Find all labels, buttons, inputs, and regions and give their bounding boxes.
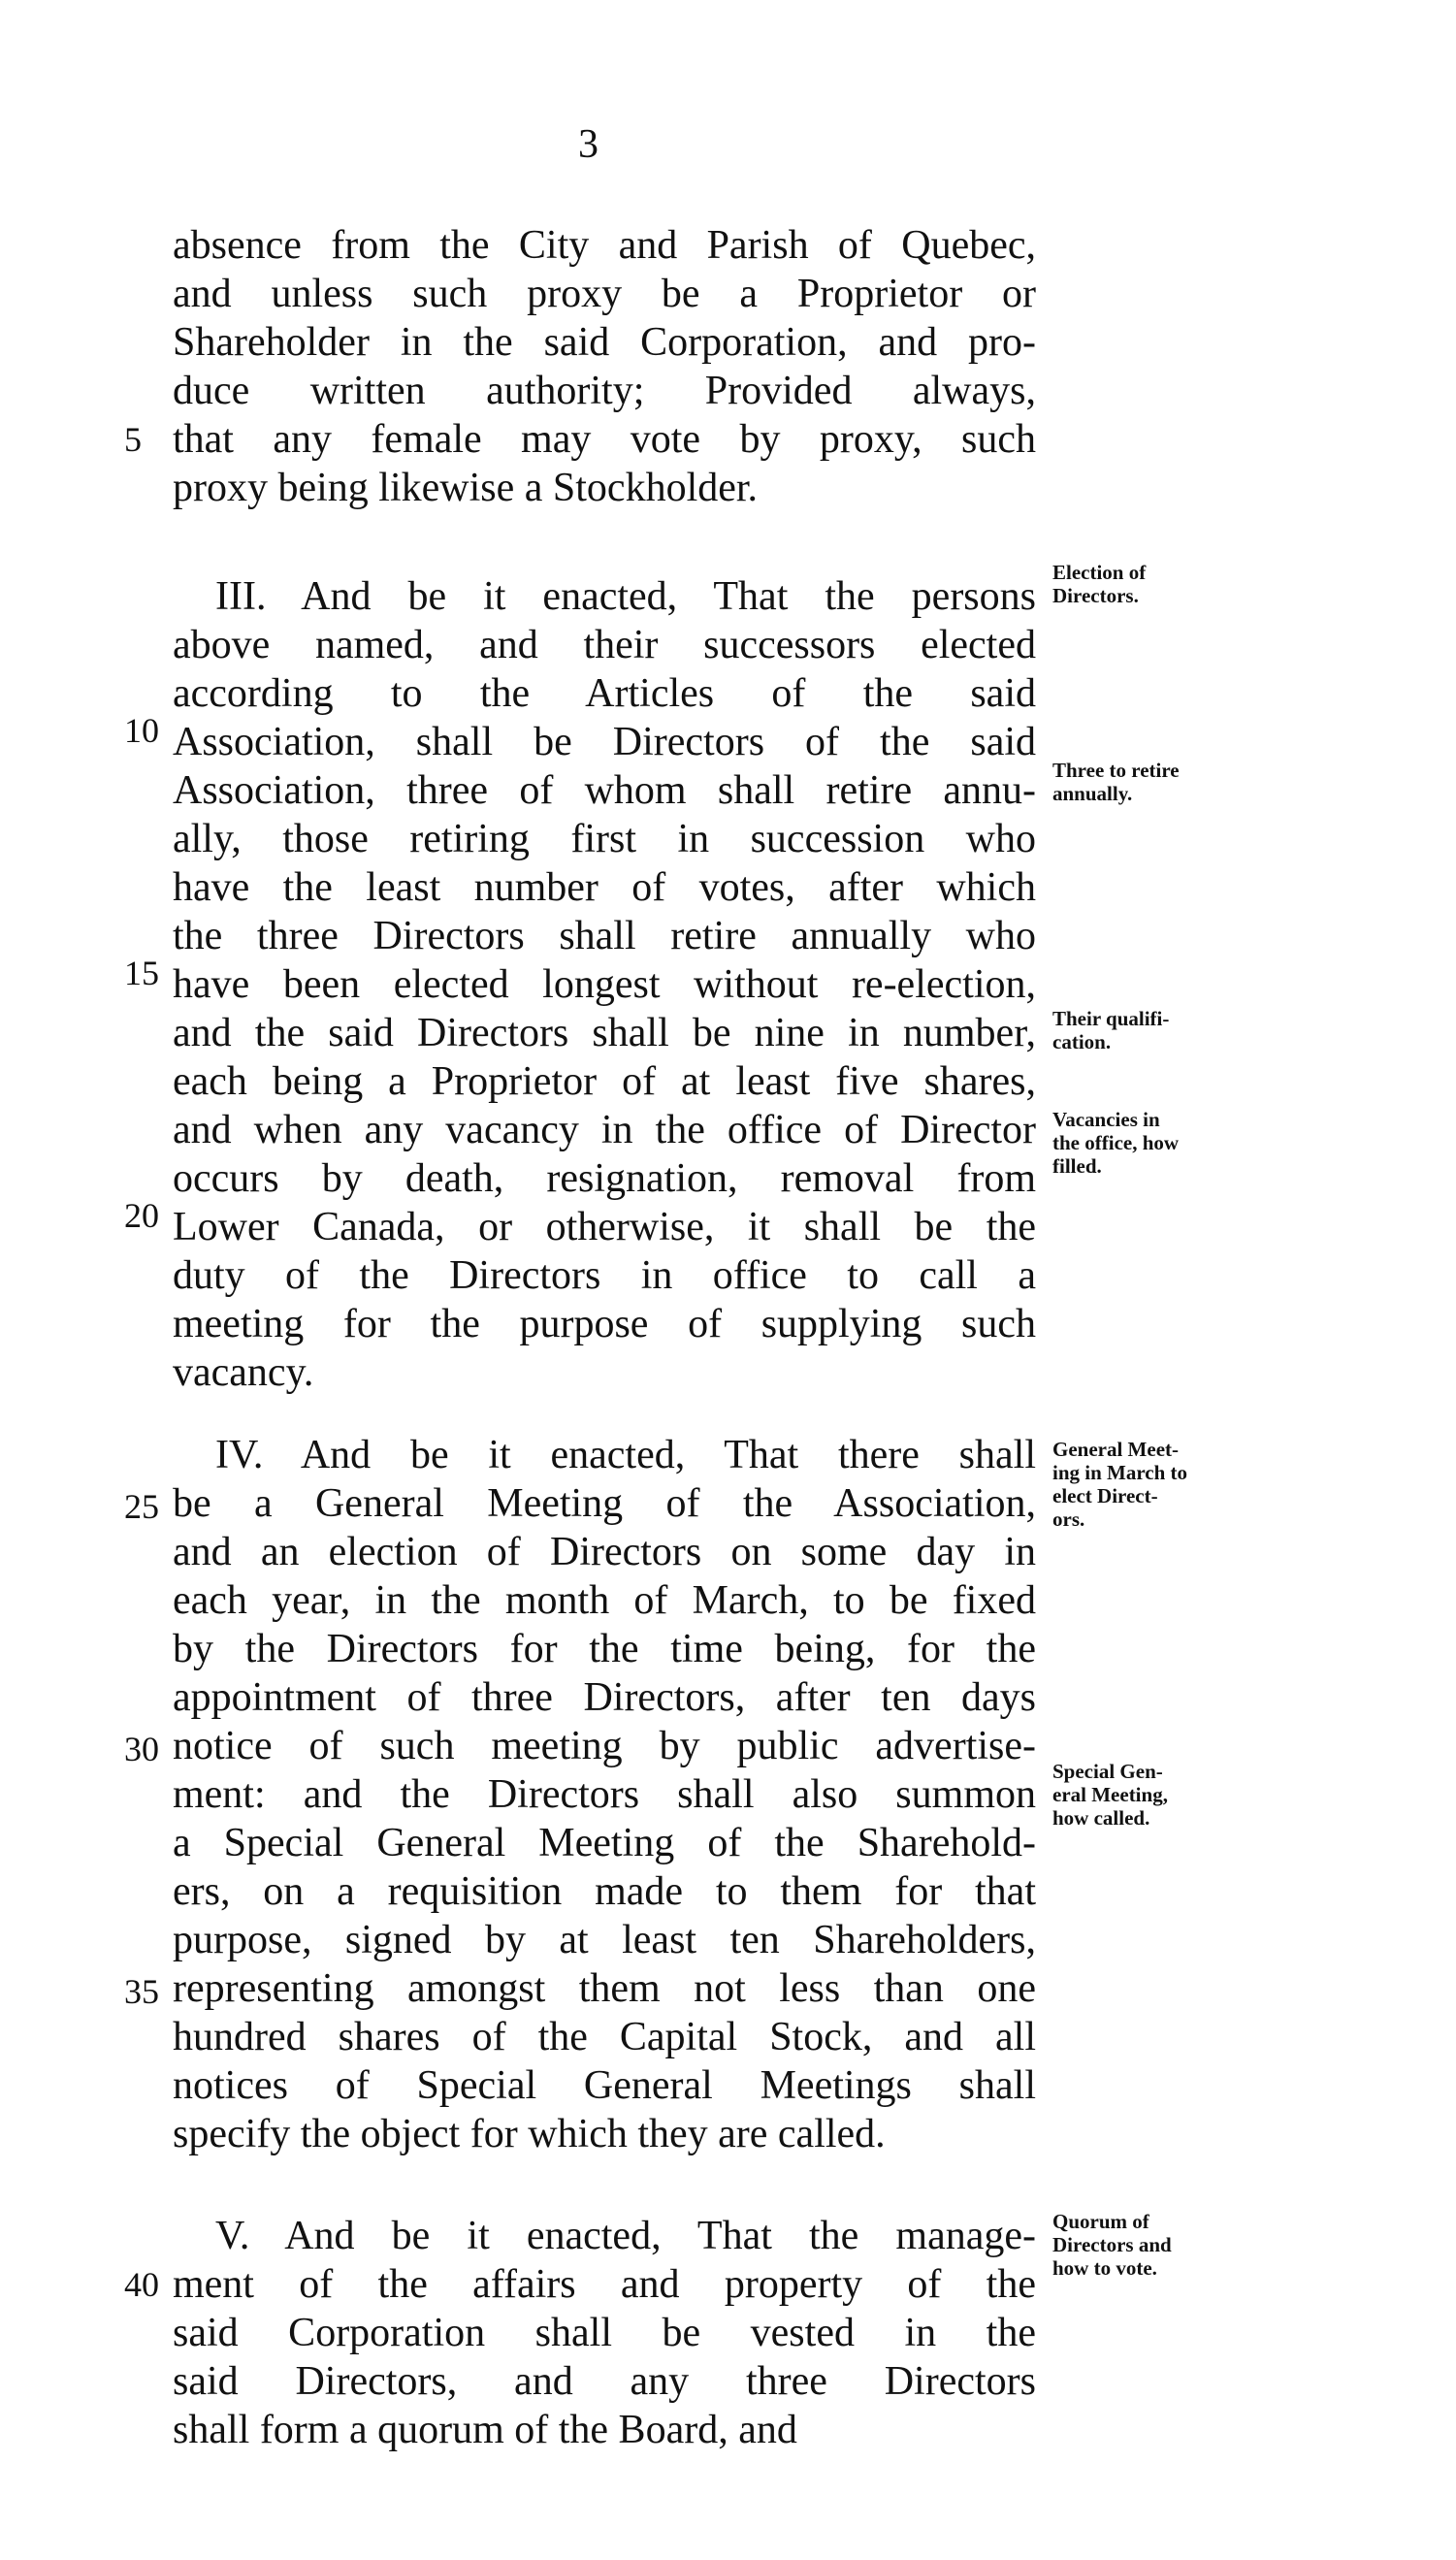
text-line: notices of Special General Meetings shall xyxy=(173,2063,1036,2108)
line-number: 20 xyxy=(124,1196,159,1235)
margin-note: General Meet- ing in March to elect Direct- ors. xyxy=(1052,1438,1188,1531)
text-line: and when any vacancy in the office of Director xyxy=(173,1108,1036,1152)
margin-note: Three to retire annually. xyxy=(1052,759,1180,805)
text-line: the three Directors shall retire annually who xyxy=(173,914,1036,958)
margin-note: Vacancies in the office, how filled. xyxy=(1052,1108,1180,1178)
margin-note: Their qualifi- cation. xyxy=(1052,1007,1170,1053)
text-line: ers, on a requisition made to them for that xyxy=(173,1869,1036,1914)
text-line: and unless such proxy be a Proprietor or xyxy=(173,272,1036,316)
line-number: 10 xyxy=(124,711,159,750)
text-line: above named, and their successors elected xyxy=(173,623,1036,667)
text-line: ally, those retiring first in succession who xyxy=(173,817,1036,861)
line-number: 25 xyxy=(124,1487,159,1526)
text-line: be a General Meeting of the Association, xyxy=(173,1481,1036,1526)
text-line: ment: and the Directors shall also summon xyxy=(173,1772,1036,1817)
text-line: have the least number of votes, after which xyxy=(173,865,1036,910)
text-line: Association, shall be Directors of the said xyxy=(173,720,1036,764)
line-number: 30 xyxy=(124,1730,159,1768)
text-line: IV. And be it enacted, That there shall xyxy=(215,1433,1036,1477)
page-number: 3 xyxy=(578,122,599,167)
line-number: 15 xyxy=(124,954,159,992)
text-line: that any female may vote by proxy, such xyxy=(173,417,1036,462)
text-line: vacancy. xyxy=(173,1350,314,1395)
text-line: Lower Canada, or otherwise, it shall be the xyxy=(173,1205,1036,1249)
text-line: V. And be it enacted, That the manage- xyxy=(215,2214,1036,2258)
text-line: and an election of Directors on some day in xyxy=(173,1530,1036,1574)
margin-note: Special Gen- eral Meeting, how called. xyxy=(1052,1760,1168,1830)
text-line: ment of the affairs and property of the xyxy=(173,2262,1036,2307)
text-line: shall form a quorum of the Board, and xyxy=(173,2408,797,2452)
text-line: a Special General Meeting of the Sharehold- xyxy=(173,1821,1036,1865)
margin-note: Quorum of Directors and how to vote. xyxy=(1052,2210,1172,2280)
text-line: representing amongst them not less than one xyxy=(173,1966,1036,2011)
text-line: according to the Articles of the said xyxy=(173,671,1036,716)
text-line: specify the object for which they are called. xyxy=(173,2112,886,2156)
text-line: each being a Proprietor of at least five shares, xyxy=(173,1059,1036,1104)
text-line: proxy being likewise a Stockholder. xyxy=(173,466,759,510)
text-line: occurs by death, resignation, removal from xyxy=(173,1156,1036,1201)
text-line: absence from the City and Parish of Quebec, xyxy=(173,223,1036,268)
text-line: Association, three of whom shall retire annu- xyxy=(173,768,1036,813)
text-line: Shareholder in the said Corporation, and pro- xyxy=(173,320,1036,365)
text-line: III. And be it enacted, That the persons xyxy=(215,574,1036,619)
text-line: duce written authority; Provided always, xyxy=(173,369,1036,413)
text-line: duty of the Directors in office to call a xyxy=(173,1253,1036,1298)
text-line: hundred shares of the Capital Stock, and all xyxy=(173,2015,1036,2059)
text-line: appointment of three Directors, after ten days xyxy=(173,1675,1036,1720)
text-line: purpose, signed by at least ten Shareholders, xyxy=(173,1918,1036,1962)
line-number: 5 xyxy=(124,420,142,459)
text-line: by the Directors for the time being, for the xyxy=(173,1627,1036,1671)
margin-note: Election of Directors. xyxy=(1052,561,1147,607)
text-line: notice of such meeting by public advertise- xyxy=(173,1724,1036,1768)
text-line: said Corporation shall be vested in the xyxy=(173,2311,1036,2355)
text-line: each year, in the month of March, to be fixed xyxy=(173,1578,1036,1623)
text-line: have been elected longest without re-election, xyxy=(173,962,1036,1007)
text-line: meeting for the purpose of supplying such xyxy=(173,1302,1036,1346)
line-number: 35 xyxy=(124,1972,159,2011)
text-line: said Directors, and any three Directors xyxy=(173,2359,1036,2404)
line-number: 40 xyxy=(124,2265,159,2304)
text-line: and the said Directors shall be nine in number, xyxy=(173,1011,1036,1055)
